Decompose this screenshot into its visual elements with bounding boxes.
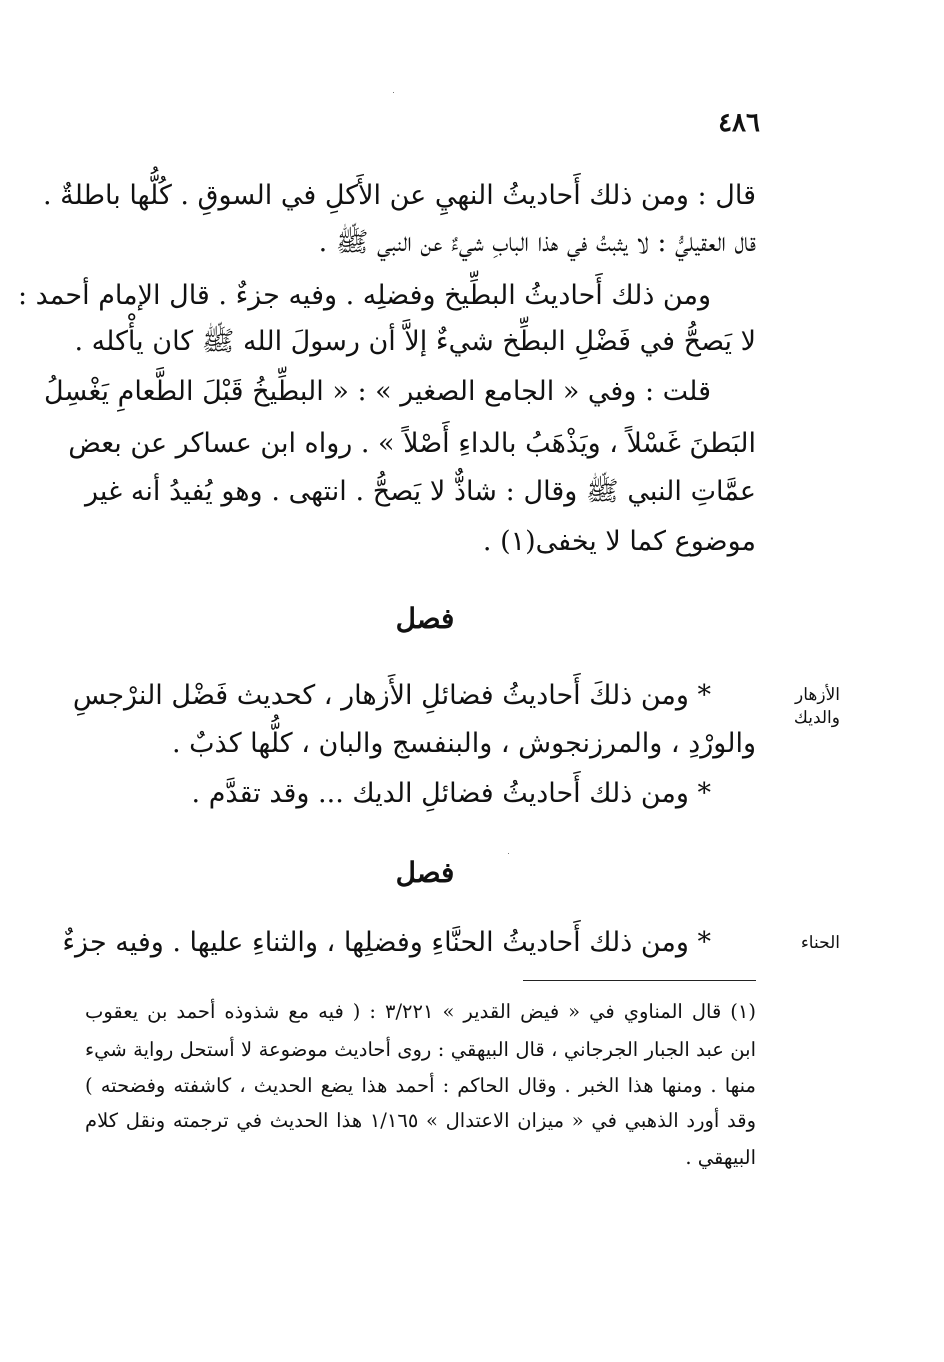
body-line: البَطنَ غَسْلاً ، ويَذْهَبُ بالداءِ أَصْلاً » . رواه ابن عساكر عن بعض [68,428,756,459]
margin-note [770,932,840,955]
scan-speck [508,853,509,854]
body-line: عمَّاتِ النبي ﷺ وقال : شاذٌّ لا يَصحُّ . انتهى . وهو يُفيدُ أنه غير [85,476,756,507]
footnote-line: منها . ومنها هذا الخبر . وقال الحاكم : أحمد هذا يضع الحديث ، كاشفته وفضحته ) [85,1074,756,1097]
scan-speck [393,92,394,93]
body-line: والورْدِ ، والمرزنجوش ، والبنفسج والبان ، كلُّها كذبٌ . [171,728,756,759]
footnote-line: البيهقي . [685,1146,756,1169]
body-line: قال العقيليُّ : لا يثبتُ في هذا البابِ شيءٌ عن النبي ﷺ . [318,227,756,258]
body-line: ومن ذلك أَحاديثُ البطِّيخ وفضلِه . وفيه جزءٌ . قال الإمام أحمد : [17,280,711,311]
body-line: * ومن ذلك أَحاديثُ فضائلِ الديك ... وقد تقدَّم . [191,778,711,809]
footnote-separator [523,980,756,981]
body-line: قال : ومن ذلك أَحاديثُ النهيِ عن الأَكلِ في السوقِ . كُلُّها باطلةٌ . [42,180,756,211]
section-heading: فصل [395,856,455,889]
footnote-line: وقد أورد الذهبي في « ميزان الاعتدال » ١/١٦٥ هذا الحديث في ترجمته ونقل كلام [85,1109,757,1132]
body-line: موضوع كما لا يخفى(١) . [482,526,756,557]
body-line: * ومن ذلك أَحاديثُ الحنَّاءِ وفضلِها ، والثناءِ عليها . وفيه جزءٌ [62,927,711,958]
body-line: لا يَصحُّ في فَضْلِ البطِّخ شيءٌ إلاَّ أن رسولَ الله ﷺ كان يأْكله . [74,326,756,357]
margin-note-line: والديك [793,707,840,728]
body-line: * ومن ذلكَ أَحاديثُ فضائلِ الأَزهار ، كحديث فَضْل النرْجسِ [72,680,711,711]
margin-note-line: الحناء [800,933,840,953]
section-heading: فصل [395,602,455,635]
footnote-line: (١) قال المناوي في « فيض القدير » ٣/٢٢١ : ( فيه مع شذوذه أحمد بن يعقوب [85,1000,756,1023]
footnote-line: ابن عبد الجبار الجرجاني ، قال البيهقي : روى أحاديث موضوعة لا أستحل رواية شيء [85,1038,756,1061]
margin-note-line: الأزهار [795,685,840,705]
margin-note [770,684,840,730]
page-number: ٤٨٦ [718,108,760,138]
body-line: قلت : وفي « الجامع الصغير » : « البطِّيخُ قَبْلَ الطَّعامِ يَغْسِلُ [44,376,711,407]
